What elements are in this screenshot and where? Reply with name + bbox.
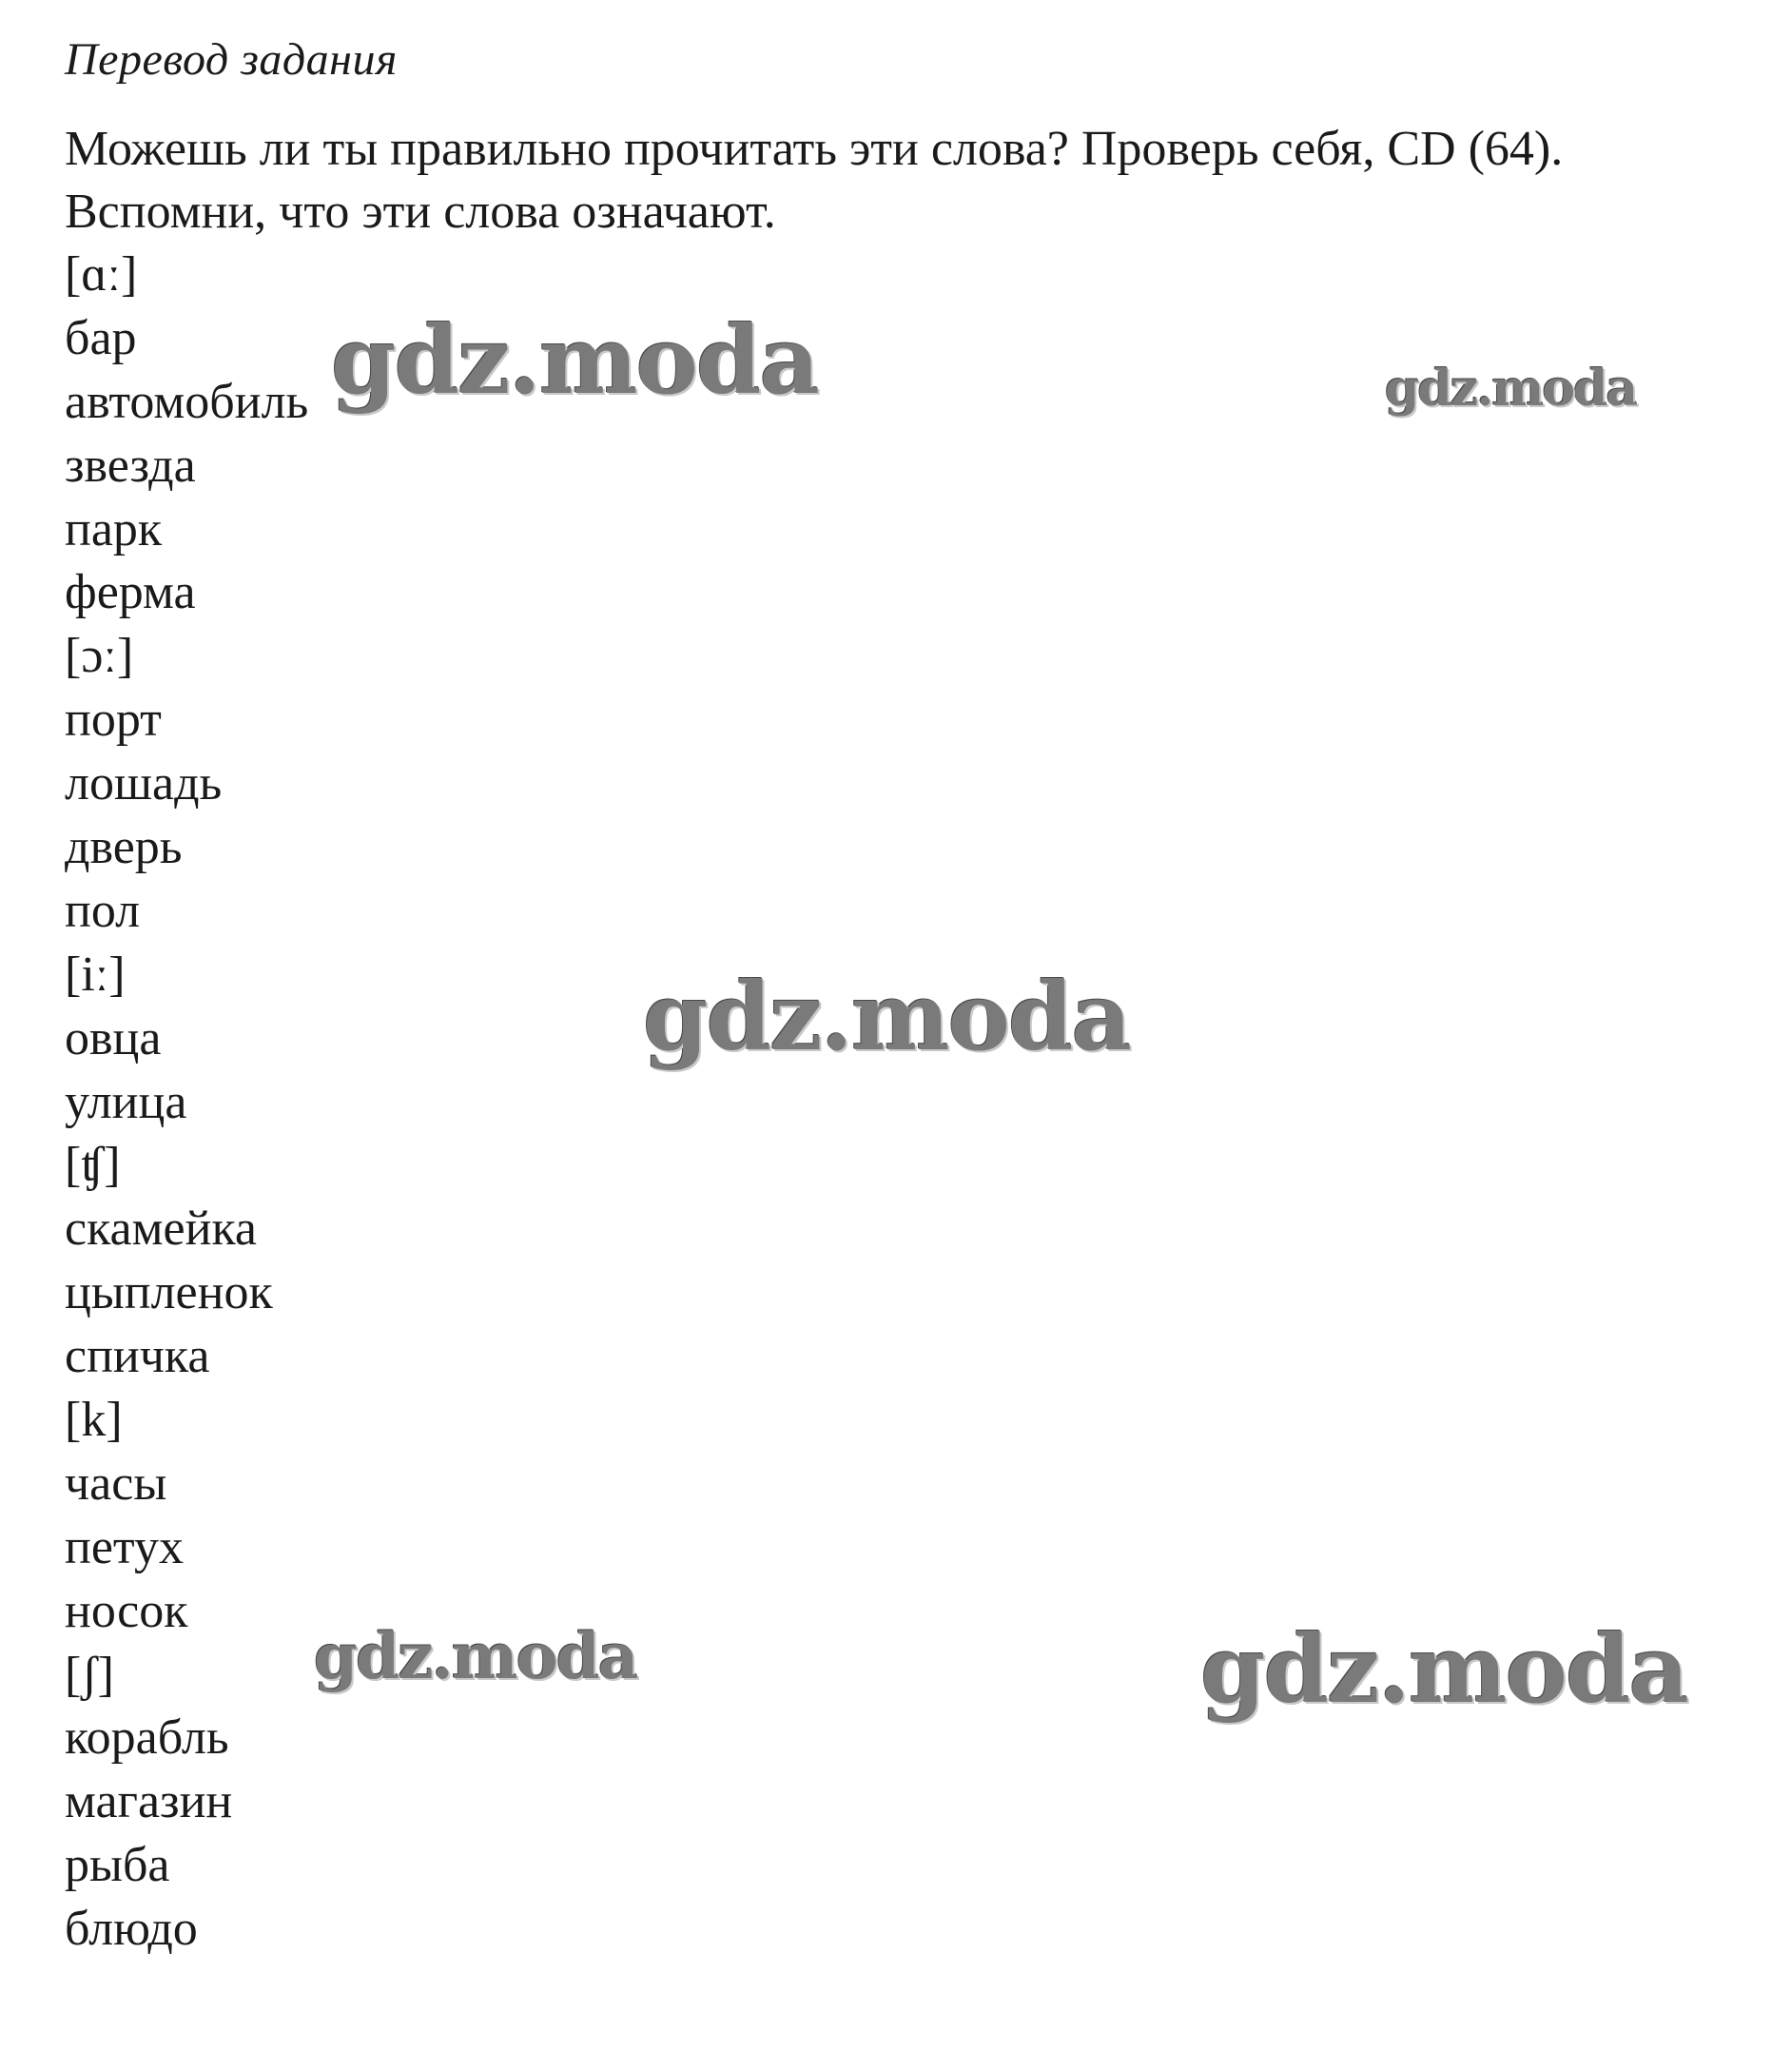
sound-heading: [ʃ]: [65, 1647, 114, 1702]
instruction-line-2: Вспомни, что эти слова означают.: [65, 185, 776, 239]
word-item: часы: [65, 1456, 167, 1511]
watermark: gdz.moda: [643, 963, 1130, 1072]
instruction-line-1: Можешь ли ты правильно прочитать эти слова? Проверь себя, CD (64).: [65, 122, 1564, 176]
sound-heading: [ɑː]: [65, 247, 138, 302]
watermark: gdz.moda: [1385, 360, 1637, 418]
word-item: пол: [65, 883, 141, 938]
word-item: бар: [65, 310, 137, 365]
word-item: овца: [65, 1010, 162, 1065]
word-item: порт: [65, 693, 162, 748]
word-item: парк: [65, 501, 163, 557]
word-item: цыпленок: [65, 1265, 273, 1320]
word-item: рыба: [65, 1838, 170, 1893]
sound-heading: [iː]: [65, 947, 126, 1002]
watermark: gdz.moda: [314, 1619, 637, 1693]
word-item: автомобиль: [65, 374, 309, 429]
page-title: Перевод задания: [65, 34, 398, 85]
word-item: ферма: [65, 565, 196, 620]
word-item: звезда: [65, 438, 196, 493]
word-item: улица: [65, 1074, 187, 1129]
word-item: петух: [65, 1519, 184, 1574]
watermark: gdz.moda: [1200, 1615, 1687, 1725]
watermark: gdz.moda: [331, 306, 818, 416]
word-item: носок: [65, 1583, 188, 1638]
word-item: магазин: [65, 1774, 233, 1829]
word-item: скамейка: [65, 1202, 258, 1257]
sound-heading: [ʧ]: [65, 1138, 121, 1193]
word-item: блюдо: [65, 1902, 198, 1957]
word-item: дверь: [65, 820, 183, 875]
word-item: лошадь: [65, 756, 223, 811]
sound-heading: [k]: [65, 1393, 123, 1448]
word-item: корабль: [65, 1710, 229, 1766]
sound-heading: [ɔː]: [65, 629, 134, 684]
word-item: спичка: [65, 1329, 210, 1384]
